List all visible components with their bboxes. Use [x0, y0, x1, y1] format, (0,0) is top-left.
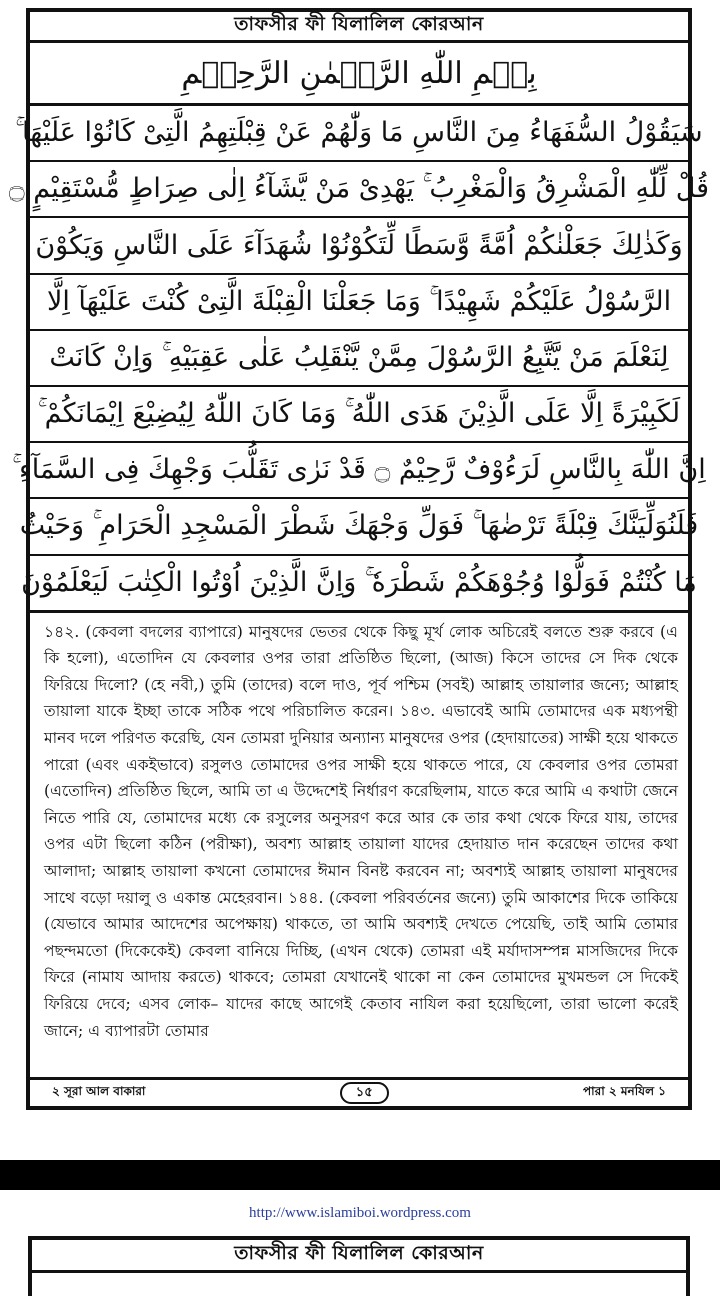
arabic-line-8: فَلَنُوَلِّيَنَّكَ قِبْلَةً تَرْضٰهَا ۚ فَوَلِّ وَجْهَكَ شَطْرَ الْمَسْجِدِ الْحَرَامِ ۚ وَحَيْثُ [30, 499, 688, 555]
page-separator [0, 1160, 720, 1190]
bismillah: بِسۡمِ اللّٰهِ الرَّحۡمٰنِ الرَّحِیۡمِ [30, 43, 688, 106]
quran-page [8, 8, 710, 1110]
bengali-translation: ১৪২. (কেবলা বদলের ব্যাপারে) মানুষদের ভেতর থেকে কিছু মূর্খ লোক অচিরেই বলতে শুরু করবে (এ কি হলো), এতোদিন যে কেবলার ওপর তারা প্রতিষ্ঠিত ছিলো, (আজ) কিসে তাদের সে দিক থেকে ফিরিয়ে দিলো? (হে নবী,) তুমি (তাদের) বলে দাও, পূর্ব পশ্চিম (সবই) আল্লাহ তায়ালার জন্যে; আল্লাহ তায়ালা যাকে ইচ্ছা তাকে সঠিক পথে পরিচালিত করেন। ১৪৩. এভাবেই আমি তোমাদের এক মধ্যপন্থী মানব দলে পরিণত করেছি, যেন তোমরা দুনিয়ার অন্যান্য মানুষদের ওপর (হেদায়াতের) সাক্ষী হয়ে থাকতে পারো (এবং একইভাবে) রসুলও তোমাদের ওপর সাক্ষী হয়ে থাকতে পারে, যে কেবলার ওপর তোমরা (এতোদিন) প্রতিষ্ঠিত ছিলে, আমি তা এ উদ্দেশেই নির্ধারণ করেছিলাম, যাতে করে আমি এ কথাটা জেনে নিতে পারি যে, তোমাদের মধ্যে কে রসুলের অনুসরণ করে আর কে তার কথা থেকে ফিরে যায়, তাদের ওপর এটা ছিলো কঠিন (পরীক্ষা), অবশ্য আল্লাহ তায়ালা যাদের হেদায়াত দান করেছেন তাদের কথা আলাদা; আল্লাহ তায়ালা কখনো তোমাদের ঈমান বিনষ্ট করবেন না; অবশ্যই আল্লাহ তায়ালা মানুষদের সাথে বড়ো দয়ালু ও একান্ত মেহেরবান। ১৪৪. (কেবলা পরিবর্তনের জন্যে) তুমি আকাশের দিকে তাকিয়ে (যেভাবে আমার আদেশের অপেক্ষায়) থাকতে, তা আমি অবশ্যই দেখতে পেয়েছি, তাই আমি তোমার পছন্দমতো (দিকেকেই) কেবলা বানিয়ে দিচ্ছি, (এখন থেকে) তোমরা এই মর্যাদাসম্পন্ন মাসজিদের দিকে ফিরে (নামায আদায় করতে) থাকবে; তোমরা যেখানেই থাকো না কেন তোমাদের মুখমন্ডল সে দিকেই ফিরিয়ে দেবে; এসব লোক– যাদের কাছে আগেই কেতাব নাযিল করা হয়েছিলো, তারা ভালো করেই জানে; এ ব্যাপারটা তোমার [44, 622, 678, 1040]
arabic-line-7: اِنَّ اللّٰهَ بِالنَّاسِ لَرَءُوْفٌ رَّحِيْمٌ ۝ قَدْ نَرٰى تَقَلُّبَ وَجْهِكَ فِى السَّمَآءِ ۚ [30, 443, 688, 499]
next-page [28, 1236, 690, 1296]
footer-surah: ২ সূরা আল বাকারা [52, 1084, 146, 1098]
next-page-header: তাফসীর ফী যিলালিল কোরআন [32, 1240, 686, 1273]
arabic-line-9: مَا كُنْتُمْ فَوَلُّوْا وُجُوْهَكُمْ شَطْرَهٗ ۚ وَاِنَّ الَّذِيْنَ اُوْتُوا الْكِتٰبَ لَيَعْلَمُوْنَ [30, 556, 688, 613]
arabic-line-3: وَكَذٰلِكَ جَعَلْنٰكُمْ اُمَّةً وَّسَطًا لِّتَكُوْنُوْا شُهَدَآءَ عَلَى النَّاسِ وَيَكُوْنَ [30, 218, 688, 274]
arabic-line-2: قُلْ لِّلّٰهِ الْمَشْرِقُ وَالْمَغْرِبُ ۚ يَهْدِىْ مَنْ يَّشَآءُ اِلٰى صِرَاطٍ مُّسْتَقِيْمٍ ۝ [30, 162, 688, 218]
arabic-line-4: الرَّسُوْلُ عَلَيْكُمْ شَهِيْدًا ۚ وَمَا جَعَلْنَا الْقِبْلَةَ الَّتِىْ كُنْتَ عَلَيْهَآ اِلَّا [30, 275, 688, 331]
arabic-line-5: لِنَعْلَمَ مَنْ يَّتَّبِعُ الرَّسُوْلَ مِمَّنْ يَّنْقَلِبُ عَلٰى عَقِبَيْهِ ۚ وَاِنْ كَانَتْ [30, 331, 688, 387]
arabic-line-6: لَكَبِيْرَةً اِلَّا عَلَى الَّذِيْنَ هَدَى اللّٰهُ ۚ وَمَا كَانَ اللّٰهُ لِيُضِيْعَ اِيْمَانَكُمْ ۚ [30, 387, 688, 443]
page-header: তাফসীর ফী যিলালিল কোরআন [30, 12, 688, 43]
source-link[interactable]: http://www.islamiboi.wordpress.com [249, 1205, 471, 1221]
page-footer [30, 1077, 688, 1106]
arabic-line-1: سَيَقُوْلُ السُّفَهَاءُ مِنَ النَّاسِ مَا وَلّٰهُمْ عَنْ قِبْلَتِهِمُ الَّتِىْ كَانُوْا عَلَيْهَا ۚ [30, 106, 688, 162]
footer-para: পারা ২ মনযিল ১ [583, 1084, 666, 1098]
page-number: ১৫ [340, 1082, 389, 1104]
